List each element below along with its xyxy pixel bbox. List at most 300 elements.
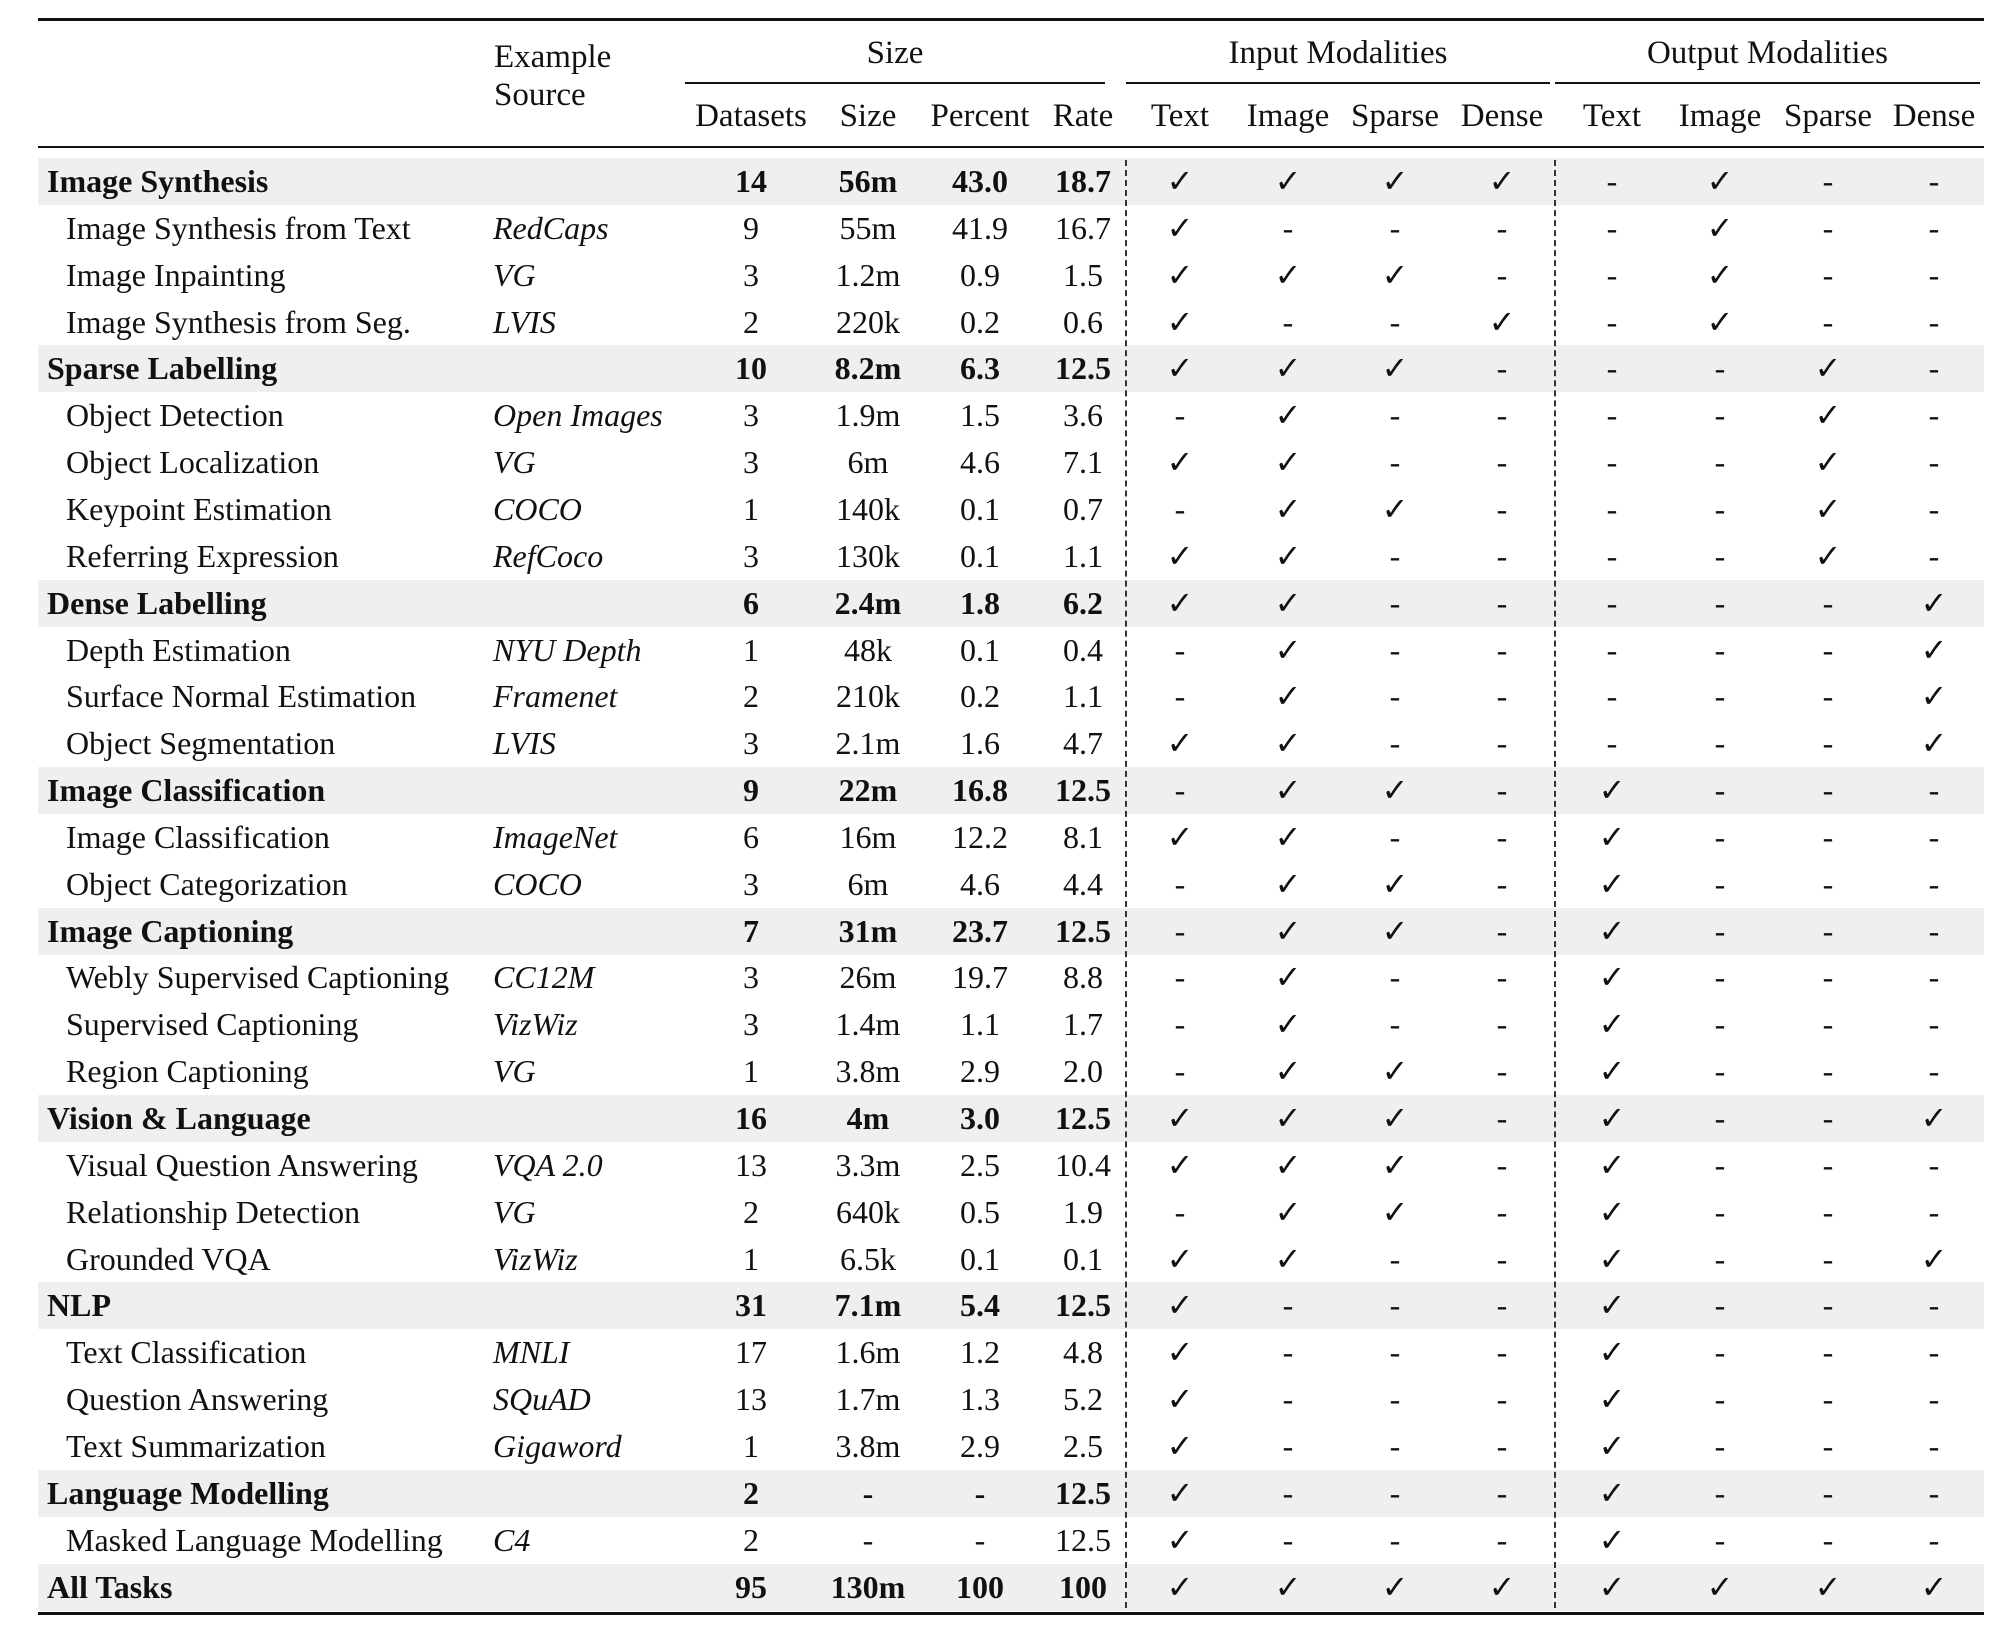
table-row	[38, 627, 1984, 674]
input-image-mark: ✓	[1274, 1193, 1302, 1230]
output-text-mark: ✓	[1598, 912, 1626, 949]
input-sparse-mark: -	[1389, 444, 1401, 481]
rate-cell: 18.7	[1055, 163, 1111, 199]
size-cell: 31m	[838, 912, 898, 949]
size-cell: 6.5k	[840, 1240, 896, 1277]
percent-cell: 2.9	[960, 1427, 1000, 1464]
input-text-mark: -	[1174, 631, 1186, 668]
size-cell: 8.2m	[834, 350, 902, 387]
output-text-mark: ✓	[1598, 1474, 1626, 1511]
output-image-mark: ✓	[1706, 303, 1734, 340]
input-text-mark: -	[1174, 1053, 1186, 1090]
size-cell: 640k	[836, 1193, 900, 1230]
input-dense-mark: -	[1496, 865, 1508, 902]
example-source: RefCoco	[493, 537, 604, 574]
output-image-mark: -	[1714, 1100, 1726, 1136]
output-text-mark: -	[1606, 584, 1618, 621]
input-sparse-mark: -	[1389, 818, 1401, 855]
input-sparse-mark: -	[1389, 303, 1401, 340]
input-sparse-mark: ✓	[1381, 1100, 1409, 1136]
output-text-mark: -	[1606, 537, 1618, 574]
output-sparse-mark: -	[1822, 1427, 1834, 1464]
table-row	[38, 1376, 1984, 1423]
output-sparse-mark: -	[1822, 1100, 1834, 1136]
rate-cell: 2.5	[1063, 1427, 1103, 1464]
output-text-mark: -	[1606, 303, 1618, 340]
column-header: Image	[1246, 98, 1330, 134]
percent-cell: 2.9	[960, 1053, 1000, 1090]
input-sparse-mark: ✓	[1381, 163, 1409, 199]
input-dense-mark: -	[1496, 584, 1508, 621]
percent-cell: 0.1	[960, 537, 1000, 574]
task-name: Keypoint Estimation	[66, 490, 332, 527]
size-cell: 4m	[846, 1100, 890, 1136]
group-row	[38, 1282, 1984, 1329]
output-dense-mark: -	[1928, 397, 1940, 434]
output-sparse-mark: -	[1822, 818, 1834, 855]
example-source: ImageNet	[493, 818, 618, 855]
table-row	[38, 861, 1984, 908]
output-sparse-mark: ✓	[1814, 350, 1842, 387]
datasets-cell: 3	[743, 256, 759, 293]
size-cell: 2.1m	[835, 725, 901, 762]
input-text-mark: -	[1174, 1006, 1186, 1043]
rate-cell: 4.8	[1063, 1334, 1103, 1371]
input-text-mark: ✓	[1166, 818, 1194, 855]
rate-cell: 16.7	[1055, 209, 1111, 246]
output-dense-mark: -	[1928, 537, 1940, 574]
size-cell: 140k	[836, 490, 900, 527]
table-row	[38, 954, 1984, 1001]
output-image-mark: -	[1714, 1381, 1726, 1418]
percent-cell: 1.2	[960, 1334, 1000, 1371]
output-sparse-mark: -	[1822, 584, 1834, 621]
output-image-mark: -	[1714, 397, 1726, 434]
output-image-mark: -	[1714, 350, 1726, 387]
output-text-mark: ✓	[1598, 1381, 1626, 1418]
output-sparse-mark: -	[1822, 1146, 1834, 1183]
output-dense-mark: -	[1928, 209, 1940, 246]
column-header: Dense	[1460, 98, 1544, 134]
rate-cell: 8.8	[1063, 959, 1103, 996]
header-example-label: Example Source	[494, 39, 612, 113]
percent-cell: 1.3	[960, 1381, 1000, 1418]
rate-cell: 3.6	[1063, 397, 1103, 434]
output-text-mark: -	[1606, 631, 1618, 668]
percent-cell: 0.2	[960, 678, 1000, 715]
datasets-cell: 10	[735, 350, 767, 387]
input-text-mark: ✓	[1166, 303, 1194, 340]
input-dense-mark: -	[1496, 1287, 1508, 1324]
input-sparse-mark: -	[1389, 678, 1401, 715]
input-sparse-mark: ✓	[1381, 1193, 1409, 1230]
input-sparse-mark: -	[1389, 1381, 1401, 1418]
datasets-cell: 2	[743, 303, 759, 340]
example-source: VG	[493, 256, 536, 293]
input-sparse-mark: ✓	[1381, 772, 1409, 809]
input-image-mark: -	[1282, 1427, 1294, 1464]
size-cell: 6m	[847, 444, 889, 481]
header-example-source	[494, 38, 611, 114]
task-name: Question Answering	[66, 1381, 329, 1418]
datasets-cell: 2	[743, 678, 759, 715]
column-header: Percent	[930, 98, 1030, 134]
output-dense-mark: -	[1928, 1287, 1940, 1324]
size-cell: 3.8m	[835, 1427, 901, 1464]
task-name: Image Inpainting	[66, 256, 286, 293]
percent-cell: 19.7	[952, 959, 1008, 996]
output-dense-mark: -	[1928, 1427, 1940, 1464]
task-name: Text Summarization	[66, 1427, 326, 1464]
input-image-mark: ✓	[1274, 912, 1302, 949]
input-text-mark: ✓	[1166, 1146, 1194, 1183]
column-header: Rate	[1052, 98, 1114, 134]
rate-cell: 1.1	[1063, 678, 1103, 715]
input-text-mark: ✓	[1166, 1381, 1194, 1418]
output-text-mark: -	[1606, 350, 1618, 387]
output-sparse-mark: -	[1822, 1474, 1834, 1511]
input-sparse-mark: -	[1389, 1287, 1401, 1324]
percent-cell: 1.5	[960, 397, 1000, 434]
rate-cell: 4.4	[1063, 865, 1103, 902]
input-dense-mark: -	[1496, 1334, 1508, 1371]
header-output-group: Output Modalities	[1646, 35, 1889, 71]
rate-cell: 100	[1059, 1568, 1107, 1605]
task-name: Region Captioning	[66, 1053, 309, 1090]
input-sparse-mark: -	[1389, 397, 1401, 434]
group-row	[38, 158, 1984, 205]
output-text-mark: ✓	[1598, 865, 1626, 902]
input-image-mark: -	[1282, 1334, 1294, 1371]
task-name: Supervised Captioning	[66, 1006, 359, 1043]
task-name: Relationship Detection	[66, 1193, 361, 1230]
output-dense-mark: -	[1928, 912, 1940, 949]
input-dense-mark: -	[1496, 1053, 1508, 1090]
output-dense-mark: ✓	[1920, 1240, 1948, 1277]
task-name: Image Synthesis from Seg.	[66, 303, 411, 340]
rate-cell: 12.5	[1055, 350, 1111, 387]
input-dense-mark: -	[1496, 397, 1508, 434]
task-name: Object Segmentation	[66, 725, 336, 762]
task-name: Image Classification	[66, 818, 330, 855]
input-text-mark: ✓	[1166, 725, 1194, 762]
input-image-mark: -	[1282, 1521, 1294, 1558]
datasets-cell: 1	[743, 1427, 759, 1464]
group-row	[38, 1470, 1984, 1517]
output-image-mark: -	[1714, 1334, 1726, 1371]
task-name: Object Localization	[66, 444, 320, 481]
input-dense-mark: -	[1496, 1381, 1508, 1418]
datasets-cell: 1	[743, 1053, 759, 1090]
output-sparse-mark: -	[1822, 256, 1834, 293]
percent-cell: 4.6	[960, 865, 1000, 902]
datasets-cell: 17	[735, 1334, 767, 1371]
group-row	[38, 1095, 1984, 1142]
group-row	[38, 345, 1984, 392]
input-dense-mark: -	[1496, 490, 1508, 527]
datasets-cell: 3	[743, 537, 759, 574]
input-sparse-mark: -	[1389, 1474, 1401, 1511]
column-header: Sparse	[1351, 98, 1439, 134]
output-sparse-mark: -	[1822, 1287, 1834, 1324]
output-dense-mark: -	[1928, 350, 1940, 387]
input-text-mark: ✓	[1166, 256, 1194, 293]
output-group-underline	[1555, 82, 1980, 84]
datasets-cell: 16	[735, 1100, 767, 1136]
table-row	[38, 1189, 1984, 1236]
size-cell: 1.6m	[835, 1334, 901, 1371]
output-dense-mark: -	[1928, 1381, 1940, 1418]
input-dense-mark: -	[1496, 818, 1508, 855]
output-sparse-mark: -	[1822, 678, 1834, 715]
size-cell: 220k	[836, 303, 900, 340]
percent-cell: 16.8	[952, 772, 1008, 809]
table-row	[38, 1329, 1984, 1376]
table-row	[38, 814, 1984, 861]
input-image-mark: ✓	[1274, 444, 1302, 481]
example-source: VizWiz	[493, 1240, 578, 1277]
task-name: NLP	[47, 1287, 111, 1324]
output-image-mark: -	[1714, 631, 1726, 668]
input-image-mark: ✓	[1274, 1568, 1302, 1605]
output-dense-mark: -	[1928, 959, 1940, 996]
percent-cell: 43.0	[952, 163, 1008, 199]
input-image-mark: ✓	[1274, 631, 1302, 668]
column-header: Sparse	[1784, 98, 1872, 134]
input-dense-mark: -	[1496, 1427, 1508, 1464]
header-size-group: Size	[866, 35, 924, 71]
table-row	[38, 1236, 1984, 1283]
example-source: CC12M	[493, 959, 595, 996]
task-name: Object Detection	[66, 397, 284, 434]
table-row	[38, 486, 1984, 533]
rate-cell: 1.5	[1063, 256, 1103, 293]
output-text-mark: ✓	[1598, 1100, 1626, 1136]
percent-cell: 6.3	[960, 350, 1000, 387]
output-image-mark: -	[1714, 537, 1726, 574]
input-image-mark: ✓	[1274, 1240, 1302, 1277]
datasets-cell: 3	[743, 397, 759, 434]
output-sparse-mark: -	[1822, 1381, 1834, 1418]
output-dense-mark: ✓	[1920, 584, 1948, 621]
input-image-mark: -	[1282, 209, 1294, 246]
rate-cell: 0.6	[1063, 303, 1103, 340]
table-row	[38, 1517, 1984, 1564]
percent-cell: 41.9	[952, 209, 1008, 246]
input-text-mark: -	[1174, 772, 1186, 809]
output-dense-mark: -	[1928, 490, 1940, 527]
task-name: Sparse Labelling	[47, 350, 278, 387]
output-text-mark: -	[1606, 397, 1618, 434]
output-image-mark: -	[1714, 725, 1726, 762]
input-text-mark: ✓	[1166, 1521, 1194, 1558]
input-text-mark: ✓	[1166, 209, 1194, 246]
input-sparse-mark: -	[1389, 1006, 1401, 1043]
datasets-cell: 14	[735, 163, 767, 199]
output-dense-mark: -	[1928, 1521, 1940, 1558]
task-name: Masked Language Modelling	[66, 1521, 443, 1558]
datasets-cell: 95	[735, 1568, 767, 1605]
input-sparse-mark: -	[1389, 1334, 1401, 1371]
output-sparse-mark: ✓	[1814, 537, 1842, 574]
output-image-mark: -	[1714, 584, 1726, 621]
rate-cell: 12.5	[1055, 1287, 1111, 1324]
datasets-cell: 2	[743, 1521, 759, 1558]
input-text-mark: -	[1174, 678, 1186, 715]
example-source: LVIS	[493, 303, 556, 340]
output-separator	[1554, 160, 1556, 1608]
datasets-cell: 3	[743, 1006, 759, 1043]
input-image-mark: ✓	[1274, 584, 1302, 621]
output-image-mark: -	[1714, 1053, 1726, 1090]
size-cell: 26m	[839, 959, 897, 996]
input-text-mark: ✓	[1166, 1568, 1194, 1605]
output-image-mark: -	[1714, 818, 1726, 855]
input-separator	[1125, 160, 1127, 1608]
percent-cell: -	[974, 1474, 986, 1511]
output-image-mark: ✓	[1706, 1568, 1734, 1605]
example-source: COCO	[493, 490, 582, 527]
input-sparse-mark: -	[1389, 584, 1401, 621]
datasets-cell: 7	[743, 912, 759, 949]
rate-cell: 8.1	[1063, 818, 1103, 855]
percent-cell: 1.8	[960, 584, 1000, 621]
datasets-cell: 3	[743, 865, 759, 902]
column-header: Text	[1150, 98, 1210, 134]
percent-cell: 0.1	[960, 1240, 1000, 1277]
percent-cell: 23.7	[952, 912, 1008, 949]
datasets-cell: 1	[743, 631, 759, 668]
output-dense-mark: -	[1928, 772, 1940, 809]
input-dense-mark: -	[1496, 1146, 1508, 1183]
table-row	[38, 392, 1984, 439]
size-cell: 2.4m	[834, 584, 902, 621]
output-dense-mark: -	[1928, 444, 1940, 481]
rate-cell: 0.7	[1063, 490, 1103, 527]
output-sparse-mark: -	[1822, 912, 1834, 949]
input-sparse-mark: ✓	[1381, 1053, 1409, 1090]
output-dense-mark: -	[1928, 163, 1940, 199]
percent-cell: 0.2	[960, 303, 1000, 340]
table-row	[38, 1048, 1984, 1095]
example-source: SQuAD	[493, 1381, 591, 1418]
input-dense-mark: -	[1496, 209, 1508, 246]
output-image-mark: -	[1714, 1474, 1726, 1511]
input-sparse-mark: -	[1389, 209, 1401, 246]
input-sparse-mark: ✓	[1381, 865, 1409, 902]
header-input-group: Input Modalities	[1228, 35, 1448, 71]
input-dense-mark: -	[1496, 772, 1508, 809]
output-image-mark: ✓	[1706, 163, 1734, 199]
input-image-mark: ✓	[1274, 256, 1302, 293]
input-dense-mark: -	[1496, 1193, 1508, 1230]
task-name: Image Synthesis from Text	[66, 209, 411, 246]
rate-cell: 12.5	[1055, 1521, 1111, 1558]
example-source: Open Images	[493, 397, 663, 434]
input-text-mark: -	[1174, 865, 1186, 902]
size-cell: 3.8m	[835, 1053, 901, 1090]
output-sparse-mark: -	[1822, 209, 1834, 246]
task-name: Object Categorization	[66, 865, 348, 902]
output-sparse-mark: -	[1822, 772, 1834, 809]
input-sparse-mark: ✓	[1381, 1568, 1409, 1605]
percent-cell: 0.5	[960, 1193, 1000, 1230]
input-image-mark: ✓	[1274, 678, 1302, 715]
output-image-mark: -	[1714, 678, 1726, 715]
group-row	[38, 908, 1984, 955]
input-sparse-mark: -	[1389, 631, 1401, 668]
input-image-mark: -	[1282, 1287, 1294, 1324]
output-image-mark: -	[1714, 1193, 1726, 1230]
input-image-mark: ✓	[1274, 163, 1302, 199]
input-sparse-mark: -	[1389, 537, 1401, 574]
output-image-mark: -	[1714, 1427, 1726, 1464]
input-dense-mark: -	[1496, 444, 1508, 481]
task-name: Webly Supervised Captioning	[66, 959, 450, 996]
output-dense-mark: -	[1928, 818, 1940, 855]
size-cell: 56m	[838, 163, 898, 199]
input-image-mark: ✓	[1274, 537, 1302, 574]
output-image-mark: -	[1714, 444, 1726, 481]
size-cell: -	[862, 1474, 874, 1511]
example-source: C4	[493, 1521, 531, 1558]
example-source: MNLI	[493, 1334, 570, 1371]
size-cell: 7.1m	[834, 1287, 902, 1324]
output-sparse-mark: -	[1822, 865, 1834, 902]
output-text-mark: -	[1606, 256, 1618, 293]
percent-cell: 2.5	[960, 1146, 1000, 1183]
output-dense-mark: ✓	[1920, 1568, 1948, 1605]
size-group-underline	[685, 82, 1105, 84]
input-sparse-mark: -	[1389, 1521, 1401, 1558]
table-row	[38, 1142, 1984, 1189]
output-text-mark: ✓	[1598, 1568, 1626, 1605]
datasets-cell: 1	[743, 1240, 759, 1277]
percent-cell: 12.2	[952, 818, 1008, 855]
size-cell: 1.9m	[835, 397, 901, 434]
input-sparse-mark: -	[1389, 959, 1401, 996]
output-text-mark: -	[1606, 163, 1618, 199]
size-cell: 22m	[838, 772, 898, 809]
output-sparse-mark: -	[1822, 1053, 1834, 1090]
input-image-mark: ✓	[1274, 1100, 1302, 1136]
input-dense-mark: -	[1496, 256, 1508, 293]
size-cell: 130m	[830, 1568, 906, 1605]
rate-cell: 1.9	[1063, 1193, 1103, 1230]
input-image-mark: ✓	[1274, 1006, 1302, 1043]
datasets-cell: 13	[735, 1381, 767, 1418]
output-dense-mark: ✓	[1920, 725, 1948, 762]
size-cell: 48k	[844, 631, 892, 668]
output-text-mark: ✓	[1598, 1334, 1626, 1371]
datasets-cell: 6	[743, 584, 759, 621]
output-text-mark: ✓	[1598, 1427, 1626, 1464]
datasets-cell: 9	[743, 772, 759, 809]
task-name: Dense Labelling	[47, 584, 267, 621]
size-cell: 130k	[836, 537, 900, 574]
input-text-mark: ✓	[1166, 1287, 1194, 1324]
input-text-mark: ✓	[1166, 1334, 1194, 1371]
output-image-mark: -	[1714, 912, 1726, 949]
input-sparse-mark: -	[1389, 1240, 1401, 1277]
output-text-mark: -	[1606, 444, 1618, 481]
input-text-mark: -	[1174, 1193, 1186, 1230]
rate-cell: 6.2	[1063, 584, 1103, 621]
input-dense-mark: -	[1496, 537, 1508, 574]
task-name: Vision & Language	[47, 1100, 311, 1136]
output-dense-mark: -	[1928, 303, 1940, 340]
output-sparse-mark: ✓	[1814, 397, 1842, 434]
